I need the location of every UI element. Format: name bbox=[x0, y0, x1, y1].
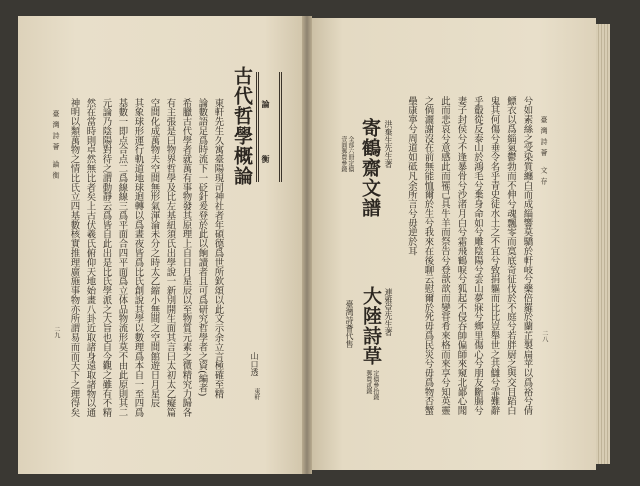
text-column: 然在當時則卓然無比者矣上古伏羲氏俯仰天地始畫八卦近取諸身遠取諸物以通 bbox=[84, 98, 96, 418]
left-page-number: 二九 bbox=[52, 326, 60, 338]
right-header: 臺灣詩薈 文存 bbox=[540, 116, 548, 189]
text-column: 鬼其何傷兮垂令名乎青史徒水土之不宜兮致捐軀而比比豈舉世之共讎兮霏難辭 bbox=[488, 96, 500, 416]
right-page bbox=[308, 18, 596, 470]
text-column: 乎鷇從反泰山於鴻毛兮棄身命如兮雕陰陽兮雲山夢寐兮鄉里傷心兮朋友斷腸兮 bbox=[471, 96, 483, 416]
ad2-price-2: 郵費貳錢 bbox=[364, 370, 372, 394]
article-author: 山口透 bbox=[250, 352, 259, 376]
text-column: 鰾衣以爲緇氣鬱勃而不伸兮魂飄零而寞底奇征伐於不庭兮若胖厨之與交目蹈白 bbox=[504, 96, 516, 416]
text-column: 其象球形運行軌道地球迴轉以爲晝夜皆爲比氏創說其學以數理爲本自一至四爲 bbox=[132, 98, 144, 418]
left-footer: 臺灣詩薈 論衡 bbox=[52, 110, 60, 183]
page-edges bbox=[596, 24, 610, 464]
text-column: 壘康寧兮周道如砥凡余所言兮毋逆於耳 bbox=[405, 96, 417, 256]
book-spine bbox=[302, 16, 312, 474]
text-column: 有主張是曰物界哲學及比左基紐須氏出學說一新別開生面其言曰太初太乙癡篇 bbox=[164, 98, 176, 418]
article-author-alias: 東軒 bbox=[252, 388, 260, 400]
ad1-price-2: 壹圓郵費參錢 bbox=[339, 136, 347, 172]
section-label: 論 衡 bbox=[261, 100, 271, 185]
text-column: 基數一即点合点二爲線線三爲平面合四平面爲立体品物流形莫不由此原則其二 bbox=[116, 98, 128, 418]
text-column: 神明以類萬物之情比氏立四基數核實推理廣施事物亦所謂易而而天下之理得矣 bbox=[68, 98, 80, 418]
ad2-seller: 臺灣詩薈代售 bbox=[345, 300, 354, 348]
ad1-author: 洪棄生先生著 bbox=[384, 120, 393, 168]
text-column: 兮如素絲之受染質纏白而成緇響莫驕於軒岐兮藥倍羅於蘭芷製扁苹以爲裕兮倩 bbox=[521, 96, 533, 416]
ad2-price-1: 定價參拾錢 bbox=[371, 370, 379, 400]
text-column: 之倘灑謝沒在前無能恤爾於生兮我來在後聊云慰爾於死毋爲民災兮毋爲物否蟹 bbox=[422, 96, 434, 416]
ad2-author: 連雅堂先生著 bbox=[384, 288, 393, 336]
text-column: 此而悲哀兮意感此而罹己具牛羊而祭告兮登歆歆而變甞肴來格而來享兮知英靈 bbox=[438, 96, 450, 416]
text-column: 元論乃陰陽對待之謂動靜云爲皆自此出是比氏學派之大旨也自今觀之雖有不精 bbox=[100, 98, 112, 418]
text-column: 論數語足爲時流下一砭針爰登於此以餉讀者且可爲研究哲學者之資(編者) bbox=[196, 98, 208, 397]
right-page-number: 二八 bbox=[540, 330, 548, 342]
text-column: 空間化成萬物夫空間無形氣渾淪未分之時太乙縮小無間之空間館遊日月星辰 bbox=[148, 98, 160, 408]
text-column: 妻子封侯兮不逢暴骨兮沙渚月白兮霜飛鶴唳兮狐起不侵吞帥偏師來窺北鄙心聞 bbox=[455, 96, 467, 416]
ad1-price-1: 全部六冊定價 bbox=[346, 136, 354, 172]
text-column: 希臘古代學者就萬有事物發其原理上自日月星辰以至物質元素之微精究力歸各 bbox=[180, 98, 192, 418]
ad1-title: 寄鶴齋文譜 bbox=[359, 118, 381, 218]
ad2-title: 大陸詩草 bbox=[360, 286, 382, 366]
article-title: 古代哲學概論 bbox=[231, 66, 253, 186]
text-column: 東軒先生久寓臺陽現司神社者年碩德爲世所欽頌以此文示余立言極確至精 bbox=[212, 98, 224, 399]
